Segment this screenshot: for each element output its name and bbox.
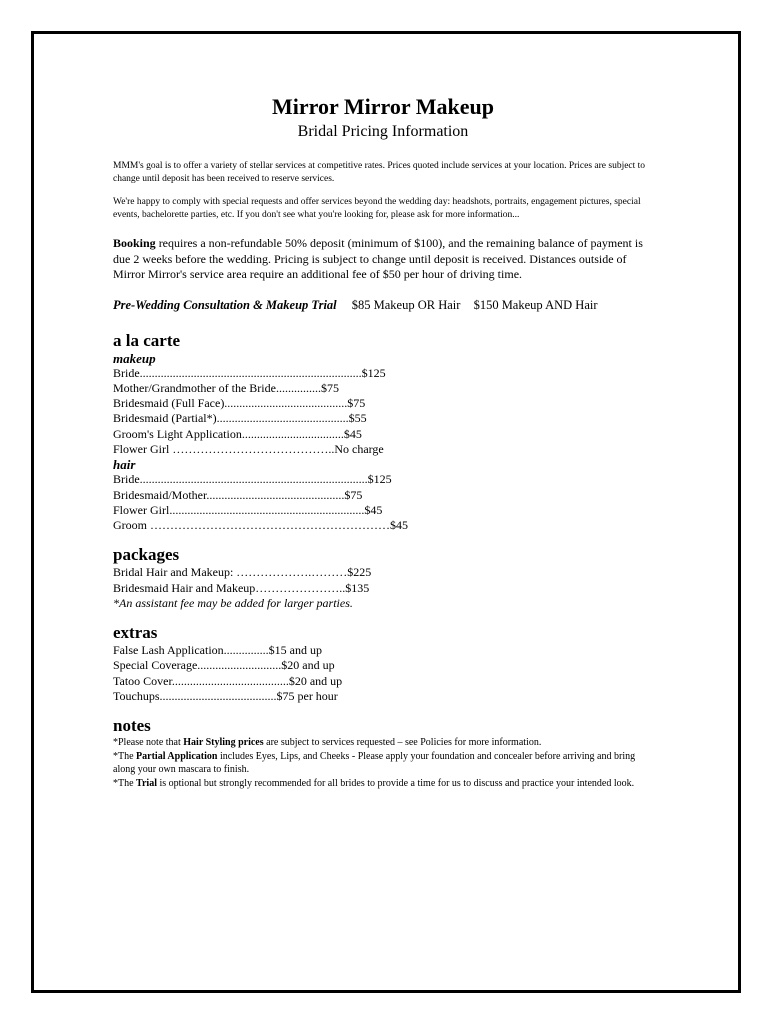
intro-paragraph-2: We're happy to comply with special requests and offer services beyond the wedding day: headshots, portraits, engagement pictures, special events, bachelorette parties, etc. If you don't see what you're looking for, please ask for more information... bbox=[113, 197, 641, 220]
trial-price-both: $150 Makeup AND Hair bbox=[473, 297, 598, 312]
price-row: Bridal Hair and Makeup: ……………….………$225 bbox=[113, 565, 372, 580]
trial-label: Pre-Wedding Consultation & Makeup Trial bbox=[113, 297, 337, 312]
note-text: are subject to services requested – see Policies for more information. bbox=[263, 737, 542, 749]
intro-paragraph-1: MMM's goal is to offer a variety of stellar services at competitive rates. Prices quoted include services at your location. Prices are subject to change until deposit has been received to reserve services. bbox=[113, 161, 646, 184]
price-row: Tatoo Cover.......................................$20 and up bbox=[113, 673, 343, 688]
price-row: Bridesmaid/Mother..............................................$75 bbox=[113, 487, 363, 502]
note-item bbox=[113, 750, 653, 777]
booking-paragraph bbox=[113, 236, 653, 283]
note-text: *The bbox=[113, 777, 137, 789]
note-item bbox=[113, 736, 653, 750]
price-row: Groom ……………………………………………………$45 bbox=[113, 518, 408, 533]
extras-heading: extras bbox=[113, 623, 158, 643]
note-text: *The bbox=[113, 750, 137, 762]
price-row: Bridesmaid (Full Face).........................................$75 bbox=[113, 396, 366, 411]
note-item bbox=[113, 777, 653, 791]
note-emphasis: Hair Styling prices bbox=[183, 737, 264, 749]
price-row: Bride............................................................................$125 bbox=[113, 472, 392, 487]
notes-list bbox=[113, 736, 653, 790]
document-body bbox=[113, 94, 653, 790]
price-row: Bridesmaid Hair and Makeup…………………..$135 bbox=[113, 580, 370, 595]
price-row: Flower Girl …………………………………..No charge bbox=[113, 441, 384, 456]
makeup-heading: makeup bbox=[113, 350, 156, 366]
note-emphasis: Partial Application bbox=[136, 750, 218, 762]
note-text: is optional but strongly recommended for all brides to provide a time for us to discuss and practice your intended look. bbox=[156, 777, 635, 789]
document-subtitle: Bridal Pricing Information bbox=[297, 123, 469, 140]
trial-price-single: $85 Makeup OR Hair bbox=[351, 297, 461, 312]
notes-heading: notes bbox=[113, 716, 151, 736]
price-row: Special Coverage............................$20 and up bbox=[113, 658, 335, 673]
note-text: includes Eyes, Lips, and Cheeks - Please apply your foundation and concealer before arriving and bring along your own mascara to finish. bbox=[113, 750, 636, 776]
trial-line bbox=[113, 297, 653, 313]
price-row: Bride..........................................................................$125 bbox=[113, 365, 386, 380]
note-text: *Please note that bbox=[113, 737, 184, 749]
price-row: Flower Girl.................................................................$45 bbox=[113, 502, 383, 517]
price-row: Groom's Light Application..................................$45 bbox=[113, 426, 362, 441]
document-title: Mirror Mirror Makeup bbox=[272, 94, 494, 119]
price-row: Bridesmaid (Partial*)............................................$55 bbox=[113, 411, 367, 426]
price-row: False Lash Application...............$15 and up bbox=[113, 643, 322, 658]
packages-heading: packages bbox=[113, 545, 180, 565]
packages-note: *An assistant fee may be added for larger parties. bbox=[113, 596, 353, 611]
price-row: Touchups.......................................$75 per hour bbox=[113, 688, 338, 703]
booking-label: Booking bbox=[113, 236, 156, 250]
note-emphasis: Trial bbox=[136, 777, 157, 789]
alacarte-heading: a la carte bbox=[113, 330, 181, 350]
booking-text: requires a non-refundable 50% deposit (minimum of $100), and the remaining balance of payment is due 2 weeks before the wedding. Pricing is subject to change until deposit is received. Distances outside of Mirror Mirror's service area require an additional fee of $50 per hour of driving time. bbox=[113, 236, 643, 281]
price-row: Mother/Grandmother of the Bride...............$75 bbox=[113, 380, 339, 395]
hair-heading: hair bbox=[113, 457, 136, 473]
